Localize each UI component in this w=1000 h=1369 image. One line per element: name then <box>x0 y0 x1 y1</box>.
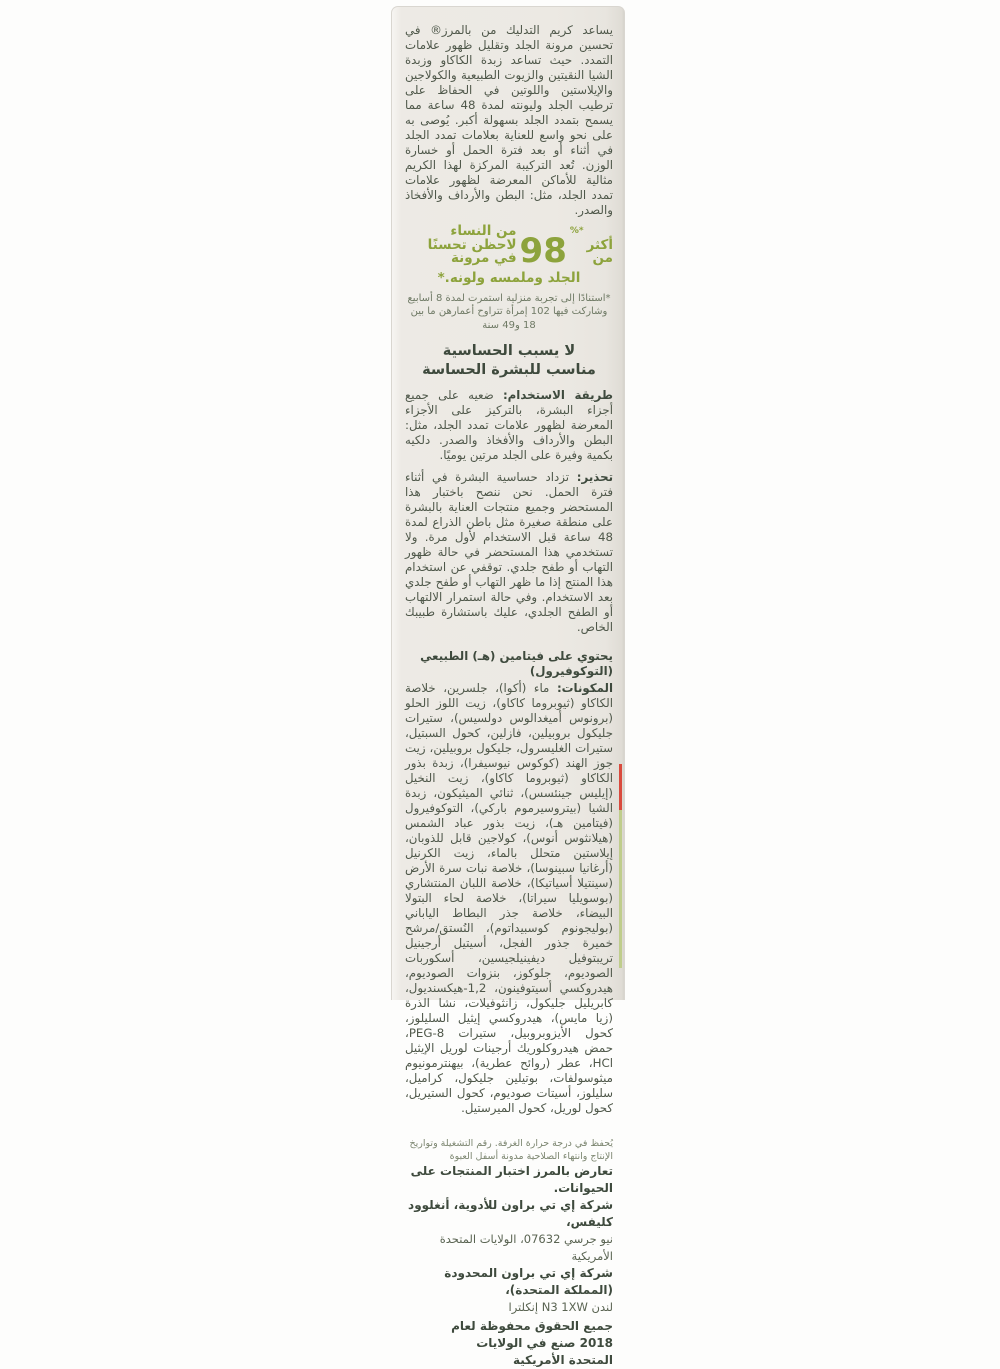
study-footnote: *استنادًا إلى تجربة منزلية استمرت لمدة 8 أسابيع وشاركت فيها 102 إمرأة تتراوح أعمارهن ما بين 18 و49 سنة <box>407 292 611 331</box>
warning-text: تزداد حساسية البشرة في أثناء فترة الحمل. نحن ننصح باختبار هذا المستحضر وجميع منتجات العناية بالبشرة على منطقة صغيرة مثل باطن الذراع لمدة 48 ساعة قبل الاستخدام لأول مرة. ولا تستخدمي هذا المستحضر في حالة ظهور التهاب أو طفح جلدي. توقفي عن استخدام هذا المنتج إذا ما ظهر التهاب أو طفح جلدي بعد الاستخدام. وفي حالة استمرار الالتهاب أو الطفح الجلدي، عليك باستشارة طبيبك الخاص. <box>405 470 613 634</box>
ingredients-paragraph <box>405 681 613 1116</box>
usage-text: ضعيه على جميع أجزاء البشرة، بالتركيز على الأجزاء المعرضة لظهور علامات تمدد الجلد، مثل: البطن والأرداف والأفخاذ والصدر. دلكيه بكمية وفيرة على الجلد مرتين يوميًا. <box>405 388 613 462</box>
usage-paragraph <box>405 388 613 463</box>
copyright-line: جميع الحقوق محفوظة لعام 2018 صنع في الولايات المتحدة الأمريكية <box>451 1319 613 1367</box>
footer-block <box>405 1138 613 1369</box>
product-box-back-panel <box>391 6 625 1367</box>
hypoallergenic-line-2: مناسب للبشرة الحساسة <box>422 362 596 378</box>
storage-note: يُحفظ في درجة حرارة الغرفة. رقم التشغيلة وتواريخ الإنتاج وانتهاء الصلاحية مدونة أسفل العبوة <box>409 1138 613 1162</box>
hypoallergenic-line-1: لا يسبب الحساسية <box>442 343 576 359</box>
cruelty-free-line: تعارض بالمرز اختبار المنتجات على الحيوانات. <box>410 1164 613 1195</box>
claim-line-2: الجلد وملمسه ولونه.* <box>437 269 581 286</box>
intro-paragraph: يساعد كريم التدليك من بالمرز® في تحسين مرونة الجلد وتقليل ظهور علامات التمدد. حيث تساعد زبدة الكاكاو وزبدة الشيا النقيتين والزيوت الطبيعية والكولاجين والإيلاستين واللوتين في الحفاظ على ترطيب الجلد وليونته لمدة 48 ساعة مما يسمح بتمدد الجلد بسهولة أكبر. يُوصى به على نحو واسع للعناية بعلامات تمدد الجلد في أثناء أو بعد فترة الحمل أو خسارة الوزن. تُعد التركيبة المركزة لهذا الكريم مثالية للأماكن المعرضة لظهور علامات تمدد الجلد، مثل: البطن والأرداف والأفخاذ والصدر. <box>405 23 614 217</box>
warning-label: تحذير: <box>576 470 614 484</box>
company-uk-address: لندن N3 1XW إنكلترا <box>508 1300 613 1314</box>
claim-number-98: 98 <box>519 230 567 271</box>
claim-percent-sign: *% <box>569 226 584 236</box>
panel-text-area <box>392 7 624 1369</box>
company-us-name: شركة إي تي براون للأدوية، أنغلوود كليفس، <box>408 1198 613 1229</box>
hypoallergenic-heading <box>405 342 613 380</box>
warning-paragraph <box>405 470 613 635</box>
vitamin-e-line: يحتوي على فيتامين (هـ) الطبيعي (التوكوفيرول) <box>420 649 613 678</box>
company-us-address: نيو جرسي 07632، الولايات المتحدة الأمريكية <box>439 1232 613 1263</box>
ingredients-label: المكونات: <box>556 681 614 695</box>
company-uk-name: شركة إي تي براون المحدودة (المملكة المتحدة)، <box>444 1266 613 1297</box>
claim-statement <box>405 225 613 287</box>
usage-label: طريقة الاستخدام: <box>502 388 613 402</box>
panel-edge-red-strip <box>619 764 622 810</box>
panel-edge-green-strip <box>619 810 622 968</box>
claim-after-text: من النساء لاحظن تحسنًا في مرونة <box>427 223 517 266</box>
claim-before-text: أكثر من <box>586 236 613 266</box>
ingredients-text: ماء (أكوا)، جلسرين، خلاصة الكاكاو (ثيوبروما كاكاو)، زيت اللوز الحلو (برونوس أميغدالوس دولسيس)، ستيرات جليكول بروبيلين، فازلين، كحول السبتيل، ستيرات الغليسرول، جليكول بروبيلين، زيت جوز الهند (كوكوس نيوسيفرا)، زبدة بذور الكاكاو (ثيوبروما كاكاو)، زيت النخيل (إيليس جينئسس)، ثنائي الميثيكون، زبدة الشيا (بيتروسيرموم باركي)، التوكوفيرول (فيتامين هـ)، زيت بذور عباد الشمس (هيلانثوس أنوس)، كولاجين قابل للذوبان، إيلاستين متحلل بالماء، زيت الكرنيل (أرغانيا سبينوسا)، خلاصة نبات سرة الأرض (سينتيلا أسياتيكا)، خلاصة اللبان المنتشاري (بوسويليا سيراتا)، خلاصة لحاء البتولا البيضاء، خلاصة جذر البطاط الياباني (بوليجونوم كوسبيداتوم)، النُستق/مرشح خميرة جذور الفجل، أسيتيل أرجينيل تريبتوفيل ديفينيلجيسين، أسكوربات الصوديوم، جلوكوز، بنزوات الصوديوم، هيدروكسي أسيتوفينون، 1,2-هيكسنديول، كابريليل جليكول، زانثوفيلات، نشا الذرة (زيا مايس)، هيدروكسي إيثيل السليلوز، كحول الأيزوبروبيل، ستيرات PEG-8، حمض هيدروكلوريك أرجينات لوريل الإيثيل HCl، عطر (روائح عطرية)، بيهنترمونيوم ميثوسولفات، بوتيلين جليكول، كراميل، سليلوز، أسيتات صوديوم، كحول الستيريل، كحول لوريل، كحول الميرستيل. <box>405 681 613 1115</box>
claim-line-1 <box>405 223 613 271</box>
